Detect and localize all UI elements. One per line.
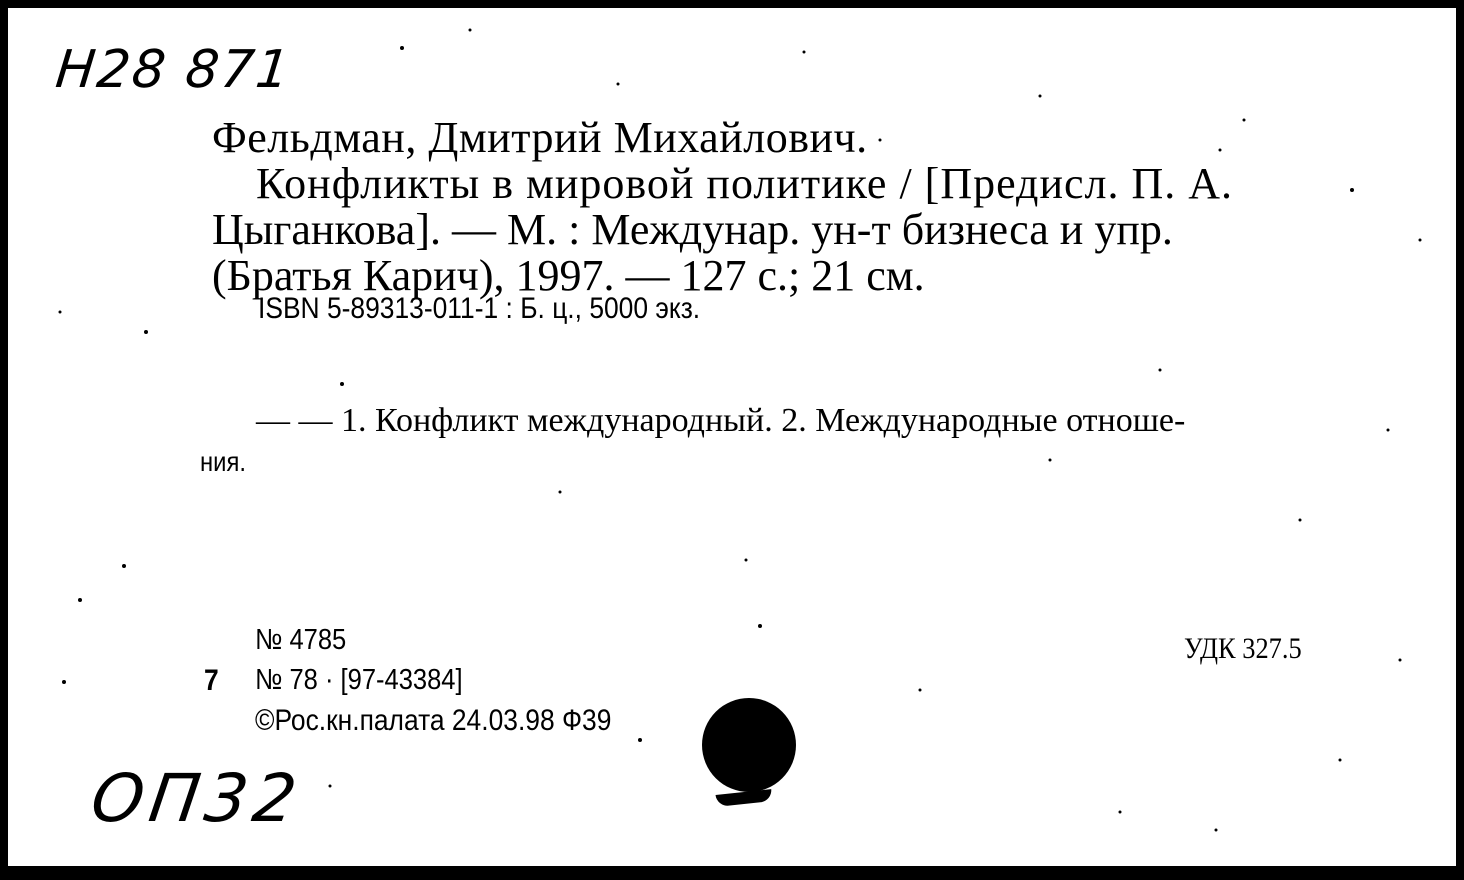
isbn-line: ISBN 5-89313-011-1 : Б. ц., 5000 экз. xyxy=(258,292,701,325)
handwritten-location-code: ОП32 xyxy=(86,760,307,837)
subject-headings-text: — — 1. Конфликт международный. 2. Международные отноше- xyxy=(256,402,1186,439)
publication-text: Цыганкова]. — М. : Междунар. ун-т бизнеса и упр. xyxy=(212,205,1173,254)
title-statement: Конфликты в мировой политике / [Предисл. П. А. xyxy=(256,159,1234,208)
handwritten-shelf-mark: H28 871 xyxy=(52,40,295,100)
record-number: № 4785 xyxy=(255,624,347,656)
publication-statement xyxy=(212,204,1352,255)
punched-hole xyxy=(702,698,796,792)
registration-number: № 78 · [97-43384] xyxy=(255,664,463,696)
subject-headings xyxy=(256,402,1348,440)
udk-classification: УДК 327.5 xyxy=(1184,632,1302,665)
card-prefix-number: 7 xyxy=(204,664,219,697)
subject-headings-continuation: ния. xyxy=(200,446,246,477)
book-chamber-stamp: ©Рос.кн.палата 24.03.98 Ф39 xyxy=(255,704,612,737)
author-heading: Фельдман, Дмитрий Михайлович. xyxy=(212,113,868,162)
imprint-statement: (Братья Карич), 1997. — 127 с.; 21 см. xyxy=(212,251,925,300)
